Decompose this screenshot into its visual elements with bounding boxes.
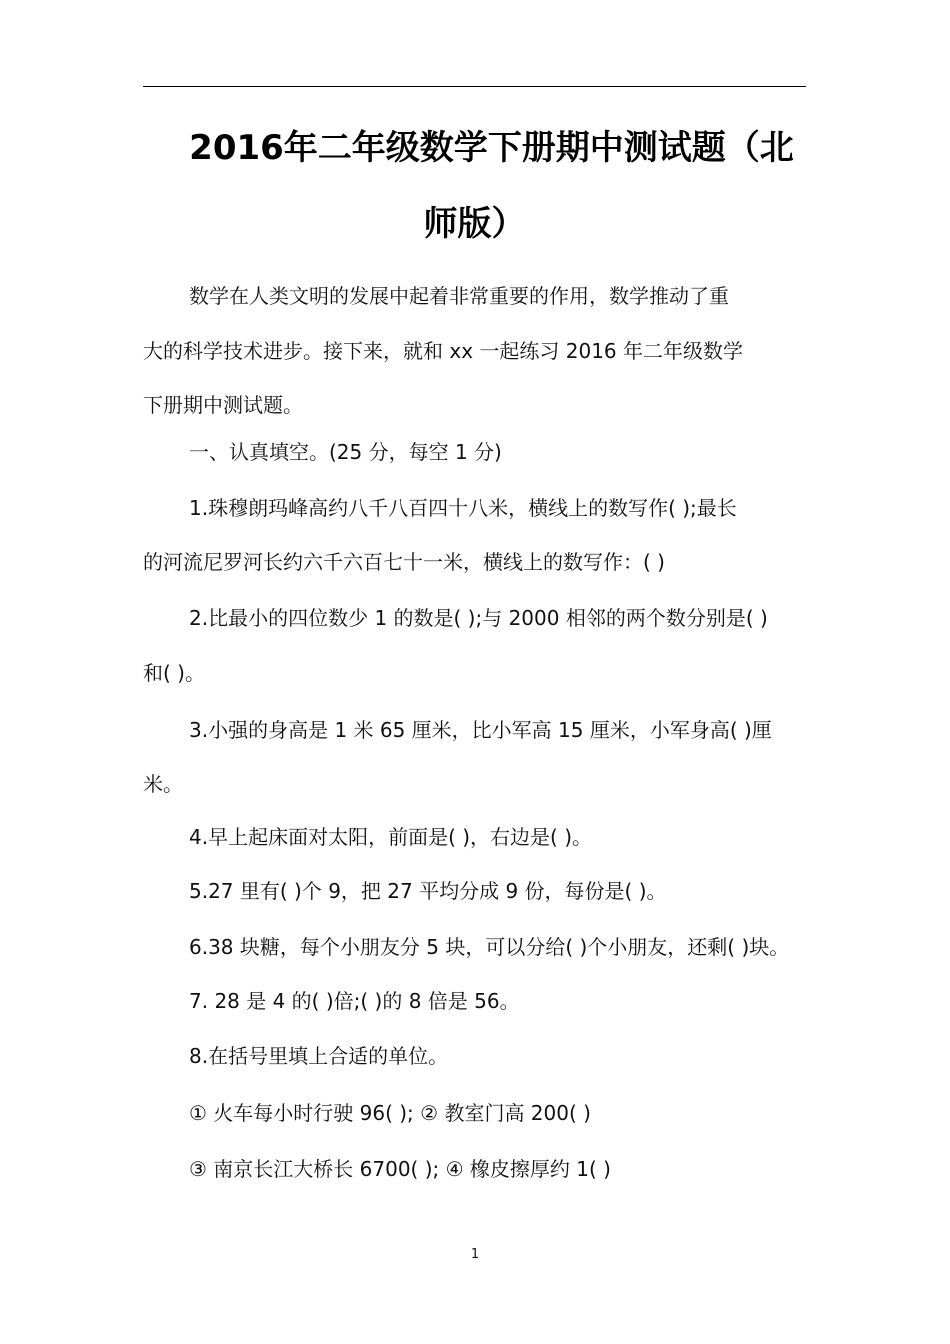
question-3-line-2: 米。 [143, 772, 183, 796]
section-heading: 一、认真填空。(25 分，每空 1 分) [189, 440, 502, 464]
question-7: 7. 28 是 4 的( )倍;( )的 8 倍是 56。 [189, 989, 520, 1013]
intro-line-2: 大的科学技术进步。接下来，就和 xx 一起练习 2016 年二年级数学 [143, 339, 743, 363]
question-1-line-2: 的河流尼罗河长约六千六百七十一米，横线上的数写作：( ) [143, 550, 665, 574]
question-8: 8.在括号里填上合适的单位。 [189, 1044, 449, 1068]
intro-line-3: 下册期中测试题。 [143, 393, 303, 417]
question-6: 6.38 块糖，每个小朋友分 5 块，可以分给( )个小朋友，还剩( )块。 [189, 935, 790, 959]
document-title-line-1: 2016年二年级数学下册期中测试题（北 [189, 128, 794, 168]
question-3-line-1: 3.小强的身高是 1 米 65 厘米，比小军高 15 厘米，小军身高( )厘 [189, 718, 772, 742]
intro-line-1: 数学在人类文明的发展中起着非常重要的作用，数学推动了重 [189, 284, 729, 308]
question-2-line-2: 和( )。 [143, 661, 205, 685]
question-1-line-1: 1.珠穆朗玛峰高约八千八百四十八米，横线上的数写作( );最长 [189, 496, 737, 520]
document-title-line-2: 师版） [423, 204, 526, 244]
question-4: 4.早上起床面对太阳，前面是( )，右边是( )。 [189, 825, 593, 849]
header-rule [143, 86, 806, 87]
question-8-items-line-1: ① 火车每小时行驶 96( ); ② 教室门高 200( ) [189, 1101, 591, 1125]
question-5: 5.27 里有( )个 9，把 27 平均分成 9 份，每份是( )。 [189, 879, 667, 903]
question-8-items-line-2: ③ 南京长江大桥长 6700( ); ④ 橡皮擦厚约 1( ) [189, 1157, 611, 1181]
question-2-line-1: 2.比最小的四位数少 1 的数是( );与 2000 相邻的两个数分别是( ) [189, 606, 768, 630]
page-number: 1 [470, 1247, 480, 1262]
